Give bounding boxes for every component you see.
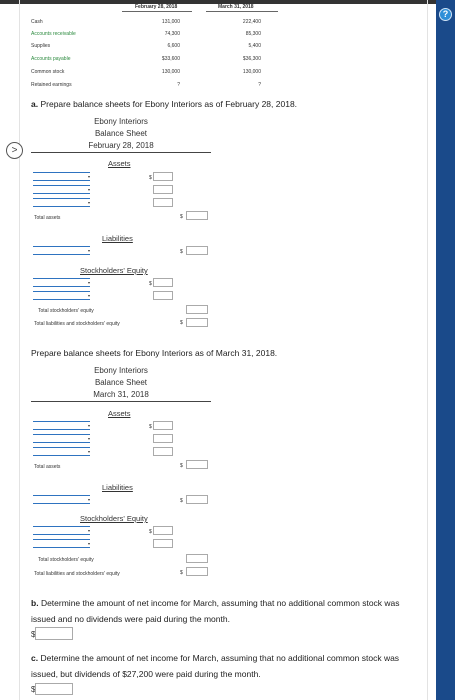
part-a-question — [31, 99, 297, 109]
row-label-retained-earnings: Retained earnings — [31, 82, 72, 88]
cell-ar-feb: 74,300 — [164, 31, 180, 37]
bs-mar-title: Balance Sheet — [94, 378, 148, 387]
bs-mar-total-assets-label: Total assets — [34, 464, 61, 470]
bs-mar-se-select-1[interactable] — [33, 526, 90, 535]
bs-mar-liab-dollar: $ — [180, 498, 183, 504]
chevron-down-icon: ▾ — [87, 423, 90, 428]
part-a-text: Prepare balance sheets for Ebony Interiors as of February 28, 2018. — [40, 99, 298, 109]
bs-mar-total-le-label: Total liabilities and stockholders' equity — [34, 571, 120, 577]
bs-mar-liab-select[interactable] — [33, 495, 90, 504]
cell-ap-mar: $36,300 — [242, 56, 261, 62]
chevron-down-icon: ▾ — [87, 248, 90, 253]
row-label-supplies: Supplies — [31, 43, 51, 49]
col-header-mar: March 31, 2018 — [218, 4, 254, 10]
bs-feb-title: Balance Sheet — [94, 129, 148, 138]
part-c-text: Determine the amount of net income for March, assuming that no additional common stock was issued, but dividends of $27,200 were paid during the month. — [31, 653, 400, 679]
chevron-down-icon: ▾ — [87, 187, 90, 192]
part-a2-question: Prepare balance sheets for Ebony Interiors as of March 31, 2018. — [31, 348, 278, 358]
bs-feb-total-se-label: Total stockholders' equity — [38, 308, 94, 314]
bs-feb-total-le-dollar: $ — [180, 320, 183, 326]
cell-ar-mar: 85,300 — [245, 31, 261, 37]
bs-feb-asset-input-3[interactable] — [153, 198, 173, 207]
bs-feb-company: Ebony Interiors — [94, 117, 148, 126]
bs-feb-se-input-2[interactable] — [153, 291, 173, 300]
bs-mar-divider — [31, 401, 211, 402]
chevron-down-icon: ▾ — [87, 174, 90, 179]
part-a-prefix: a. — [31, 99, 39, 109]
part-c-prefix: c. — [31, 653, 39, 663]
bs-mar-liab-input[interactable] — [186, 495, 208, 504]
chevron-down-icon: ▾ — [87, 200, 90, 205]
col-header-feb: February 28, 2018 — [135, 4, 178, 10]
row-label-common-stock: Common stock — [31, 69, 65, 75]
chevron-down-icon: ▾ — [87, 541, 90, 546]
chevron-down-icon: ▾ — [87, 449, 90, 454]
col-underline-feb — [122, 11, 192, 12]
chevron-down-icon: ▾ — [87, 436, 90, 441]
bs-mar-se-select-2[interactable] — [33, 539, 90, 548]
cell-re-mar: ? — [258, 82, 261, 88]
bs-mar-total-assets-input[interactable] — [186, 460, 208, 469]
bs-feb-total-assets-dollar: $ — [180, 214, 183, 220]
bs-mar-asset-dollar: $ — [149, 424, 152, 430]
chevron-down-icon: ▾ — [87, 497, 90, 502]
right-sidebar — [436, 0, 455, 700]
bs-mar-asset-select-2[interactable] — [33, 434, 90, 443]
cell-cash-mar: 222,400 — [242, 19, 261, 25]
bs-feb-total-se-input[interactable] — [186, 305, 208, 314]
chevron-down-icon: ▾ — [87, 528, 90, 533]
bs-feb-liab-select[interactable] — [33, 246, 90, 255]
bs-feb-se-input-1[interactable] — [153, 278, 173, 287]
bs-mar-se-input-1[interactable] — [153, 526, 173, 535]
bs-mar-total-le-dollar: $ — [180, 570, 183, 576]
cell-supplies-mar: 5,400 — [248, 43, 261, 49]
bs-feb-se-heading: Stockholders' Equity — [80, 266, 148, 275]
cell-cash-feb: 131,000 — [161, 19, 180, 25]
bs-feb-asset-select-2[interactable] — [33, 185, 90, 194]
help-icon[interactable]: ? — [439, 8, 452, 21]
cell-cs-mar: 130,000 — [242, 69, 261, 75]
bs-mar-assets-heading: Assets — [108, 409, 131, 418]
part-b-answer-input[interactable] — [35, 627, 73, 640]
bs-mar-se-dollar: $ — [149, 529, 152, 535]
bs-feb-se-dollar: $ — [149, 281, 152, 287]
bs-mar-asset-select-3[interactable] — [33, 447, 90, 456]
bs-mar-asset-input-1[interactable] — [153, 421, 173, 430]
bs-mar-total-se-label: Total stockholders' equity — [38, 557, 94, 563]
bs-feb-total-le-input[interactable] — [186, 318, 208, 327]
bs-mar-se-input-2[interactable] — [153, 539, 173, 548]
bs-mar-liabilities-heading: Liabilities — [102, 483, 133, 492]
row-label-cash: Cash — [31, 19, 43, 25]
part-b-dollar: $ — [31, 630, 36, 639]
bs-feb-asset-input-2[interactable] — [153, 185, 173, 194]
bs-feb-asset-dollar: $ — [149, 175, 152, 181]
bs-mar-total-se-input[interactable] — [186, 554, 208, 563]
row-label-ap[interactable]: Accounts payable — [31, 56, 71, 62]
bs-feb-total-le-label: Total liabilities and stockholders' equity — [34, 321, 120, 327]
bs-mar-company: Ebony Interiors — [94, 366, 148, 375]
chevron-down-icon: ▾ — [87, 280, 90, 285]
bs-feb-asset-select-1[interactable] — [33, 172, 90, 181]
bs-feb-asset-input-1[interactable] — [153, 172, 173, 181]
bs-mar-asset-input-2[interactable] — [153, 434, 173, 443]
bs-feb-assets-heading: Assets — [108, 159, 131, 168]
expand-nav-icon[interactable]: > — [6, 142, 23, 159]
chevron-down-icon: ▾ — [87, 293, 90, 298]
bs-feb-se-select-1[interactable] — [33, 278, 90, 287]
bs-feb-liab-dollar: $ — [180, 249, 183, 255]
part-b-text: Determine the amount of net income for March, assuming that no additional common stock was issued and no dividends were paid during the month. — [31, 598, 400, 624]
bs-mar-total-assets-dollar: $ — [180, 463, 183, 469]
bs-feb-liabilities-heading: Liabilities — [102, 234, 133, 243]
bs-feb-divider — [31, 152, 211, 153]
cell-re-feb: ? — [177, 82, 180, 88]
bs-feb-total-assets-input[interactable] — [186, 211, 208, 220]
bs-mar-total-le-input[interactable] — [186, 567, 208, 576]
cell-cs-feb: 130,000 — [161, 69, 180, 75]
left-margin — [0, 0, 20, 700]
bs-feb-liab-input[interactable] — [186, 246, 208, 255]
col-underline-mar — [206, 11, 278, 12]
bs-feb-date: February 28, 2018 — [88, 141, 154, 150]
bs-mar-asset-select-1[interactable] — [33, 421, 90, 430]
part-b-question — [31, 595, 426, 627]
part-c-dollar: $ — [31, 685, 36, 694]
bs-mar-date: March 31, 2018 — [93, 390, 149, 399]
bs-feb-asset-select-3[interactable] — [33, 198, 90, 207]
bs-feb-se-select-2[interactable] — [33, 291, 90, 300]
part-b-prefix: b. — [31, 598, 39, 608]
bs-feb-total-assets-label: Total assets — [34, 215, 61, 221]
row-label-ar[interactable]: Accounts receivable — [31, 31, 76, 37]
part-c-answer-input[interactable] — [35, 683, 73, 695]
bs-mar-se-heading: Stockholders' Equity — [80, 514, 148, 523]
right-margin — [427, 0, 436, 700]
cell-ap-feb: $33,600 — [161, 56, 180, 62]
bs-mar-asset-input-3[interactable] — [153, 447, 173, 456]
part-c-question — [31, 650, 426, 682]
cell-supplies-feb: 6,600 — [167, 43, 180, 49]
